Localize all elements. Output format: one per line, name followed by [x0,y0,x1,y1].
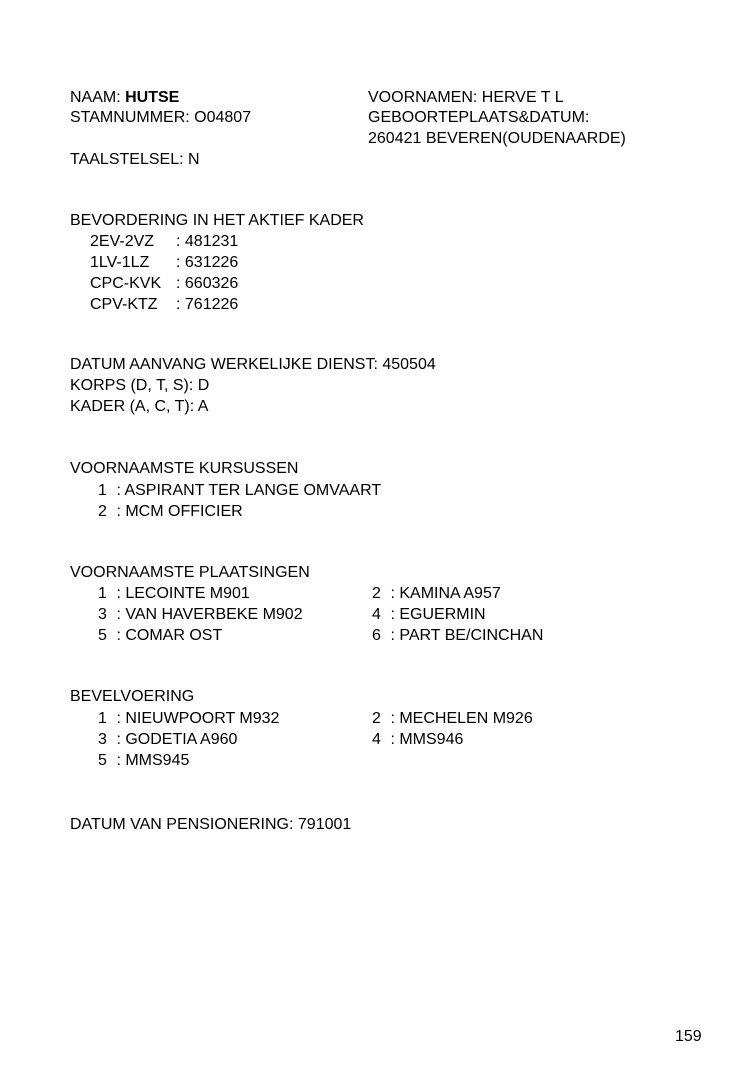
bevordering-date: : 631226 [176,254,239,271]
kursus-text: : MCM OFFICIER [116,503,243,520]
bevordering-rank: 2EV-2VZ [90,233,155,250]
plaatsing-num: 4 [372,606,381,623]
kursus-text: : ASPIRANT TER LANGE OMVAART [116,482,382,499]
plaatsing-text: : VAN HAVERBEKE M902 [116,606,303,623]
geboorte-value: 260421 BEVEREN(OUDENAARDE) [368,130,626,147]
kader-value: A [197,398,209,415]
bevel-num: 2 [372,710,381,727]
pensionering-value: 791001 [297,816,352,833]
bevel-item [98,751,189,771]
plaatsing-item [98,626,222,646]
bevel-num: 5 [98,752,107,769]
korps-value: D [197,377,210,394]
plaatsing-item [372,626,543,646]
kursus-item [98,502,243,522]
bevel-num: 1 [98,710,107,727]
plaatsing-item [98,584,250,604]
voornamen-label: VOORNAMEN: [368,89,478,106]
naam-label: NAAM: [70,89,121,106]
naam-line [70,88,179,108]
bevel-text: : MMS945 [116,752,190,769]
bevel-num: 3 [98,731,107,748]
bevel-text: : MECHELEN M926 [390,710,533,727]
plaatsingen-title: VOORNAAMSTE PLAATSINGEN [70,564,310,581]
bevel-num: 4 [372,731,381,748]
bevordering-date: : 660326 [176,275,239,292]
bevordering-rank: CPV-KTZ [90,296,158,313]
plaatsing-text: : LECOINTE M901 [116,585,250,602]
bevordering-title: BEVORDERING IN HET AKTIEF KADER [70,212,364,229]
plaatsing-text: : EGUERMIN [390,606,486,623]
page-number: 159 [675,1028,702,1045]
pensionering-line [70,815,351,835]
kader-label: KADER (A, C, T): [70,398,195,415]
plaatsing-num: 3 [98,606,107,623]
naam-value: HUTSE [125,89,180,106]
bevel-text: : GODETIA A960 [116,731,238,748]
datum-aanvang-line [70,355,436,375]
plaatsing-item [372,584,501,604]
stamnummer-value: O04807 [194,109,252,126]
bevel-item [98,709,279,729]
kader-line [70,397,208,417]
bevel-item [98,730,237,750]
bevordering-rank: CPC-KVK [90,275,162,292]
kursussen-title: VOORNAAMSTE KURSUSSEN [70,460,299,477]
kursus-num: 2 [98,503,107,520]
bevordering-date: : 481231 [176,233,239,250]
korps-label: KORPS (D, T, S): [70,377,194,394]
bevordering-date: : 761226 [176,296,239,313]
bevordering-rank: 1LV-1LZ [90,254,150,271]
geboorte-label: GEBOORTEPLAATS&DATUM: [368,109,590,126]
plaatsing-text: : PART BE/CINCHAN [390,627,544,644]
stamnummer-line [70,108,251,128]
aanvang-label: DATUM AANVANG WERKELIJKE DIENST: [70,356,378,373]
stamnummer-label: STAMNUMMER: [70,109,190,126]
plaatsing-text: : KAMINA A957 [390,585,501,602]
bevordering-list [90,231,238,315]
bevel-text: : NIEUWPOORT M932 [116,710,280,727]
taalstelsel-label: TAALSTELSEL: [70,151,184,168]
taalstelsel-line [70,150,200,170]
plaatsing-num: 5 [98,627,107,644]
plaatsing-item [372,605,486,625]
bevel-text: : MMS946 [390,731,464,748]
plaatsing-text: : COMAR OST [116,627,223,644]
bevel-item [372,709,533,729]
bevel-item [372,730,463,750]
korps-line [70,376,209,396]
pensionering-label: DATUM VAN PENSIONERING: [70,816,294,833]
voornamen-line [368,88,564,108]
plaatsing-num: 6 [372,627,381,644]
aanvang-value: 450504 [382,356,436,373]
kursus-num: 1 [98,482,107,499]
plaatsing-item [98,605,303,625]
taalstelsel-value: N [187,151,200,168]
voornamen-value: HERVE T L [481,89,564,106]
kursus-item [98,481,381,501]
plaatsing-num: 2 [372,585,381,602]
plaatsing-num: 1 [98,585,107,602]
bevelvoering-title: BEVELVOERING [70,688,195,705]
